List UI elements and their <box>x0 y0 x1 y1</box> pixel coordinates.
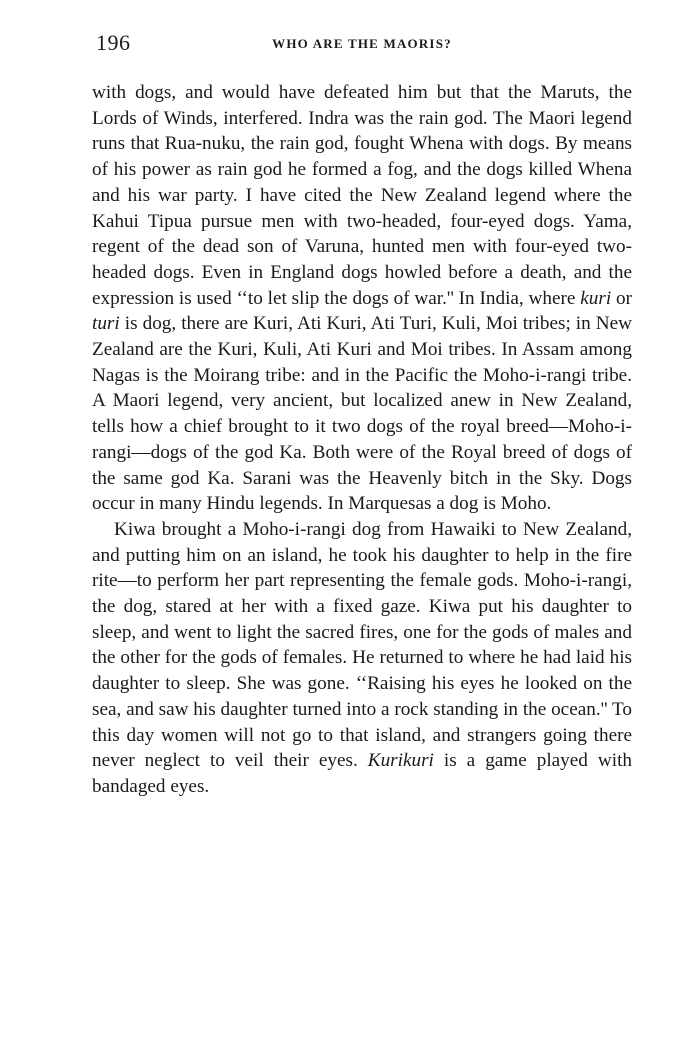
text-segment: is dog, there are Kuri, Ati Kuri, Ati Turi, Kuli, Moi tribes; in New Zealand are the Kuri, Kuli, Ati Kuri and Moi tribes. In Assam among Nagas is the Moirang tribe: and in the Pacific the Moho-i-rangi tribe. A Maori legend, very ancient, but localized anew in New Zealand, tells how a chief brought to it two dogs of the royal breed—Moho-i-rangi—dogs of the god Ka. Both were of the Royal breed of dogs of the same god Ka. Sarani was the Heavenly bitch in the Sky. Dogs occur in many Hindu legends. In Marquesas a dog is Moho. <box>92 313 632 515</box>
page-number: 196 <box>96 30 131 55</box>
paragraph-1 <box>92 80 632 517</box>
text-segment: or <box>611 287 633 309</box>
body-text <box>92 80 632 800</box>
paragraph-2 <box>92 517 632 800</box>
book-page <box>92 30 632 800</box>
running-head <box>92 30 632 62</box>
text-segment: Kiwa brought a Moho-i-rangi dog from Hawaiki to New Zealand, and putting him on an island, he took his daughter to help in the fire rite—to perform her part representing the female gods. Moho-i-rangi, the dog, stared at her with a fixed gaze. Kiwa put his daughter to sleep, and went to light the sacred fires, one for the gods of males and the other for the gods of females. He returned to where he had laid his daughter to sleep. She was gone. ‘‘Raising his eyes he looked on the sea, and saw his daughter turned into a rock standing in the ocean.'' To this day women will not go to that island, and strangers going there never neglect to veil their eyes. <box>92 518 632 772</box>
italic-term-kurikuri: Kurikuri <box>367 750 434 772</box>
italic-term-turi: turi <box>92 313 120 335</box>
running-title: WHO ARE THE MAORIS? <box>272 36 452 51</box>
text-segment: is a game played with bandaged eyes. <box>92 750 632 797</box>
text-segment: with dogs, and would have defeated him but that the Maruts, the Lords of Winds, interfered. Indra was the rain god. The Maori legend runs that Rua-nuku, the rain god, fought Whena with dogs. By means of his power as rain god he formed a fog, and the dogs killed Whena and his war party. I have cited the New Zealand legend where the Kahui Tipua pursue men with two-headed, four-eyed dogs. Yama, regent of the dead son of Varuna, hunted men with four-eyed two-headed dogs. Even in England dogs howled before a death, and the expression is used ‘‘to let slip the dogs of war.'' In India, where <box>92 82 632 309</box>
italic-term-kuri: kuri <box>580 287 612 309</box>
